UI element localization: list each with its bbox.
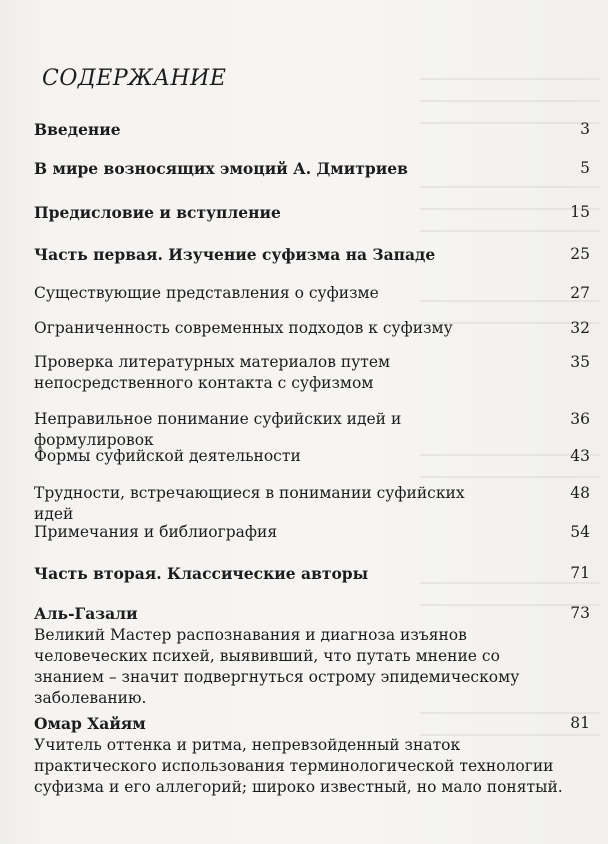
- show-through-line: [420, 186, 600, 188]
- toc-entry-page: 35: [570, 353, 590, 371]
- toc-entry-page: 48: [570, 484, 590, 502]
- toc-entry-existing-ideas: [34, 283, 590, 304]
- toc-entry-label: Проверка литературных материалов путем непосредственного контакта с суфизмом: [34, 353, 391, 392]
- show-through-line: [420, 78, 600, 80]
- show-through-line: [420, 230, 600, 232]
- toc-entry-part-two: [34, 563, 590, 584]
- toc-entry-label: Неправильное понимание суфийских идей и формулировок: [34, 410, 402, 449]
- toc-entry-part-one: [34, 244, 590, 265]
- toc-entry-label: Введение: [34, 120, 121, 139]
- toc-entry-limitations: [34, 318, 590, 339]
- toc-entry-page: 3: [580, 120, 590, 138]
- toc-entry-label: Трудности, встречающиеся в понимании суфийских идей: [34, 484, 465, 523]
- toc-entry-forms: [34, 446, 590, 467]
- toc-entry-page: 36: [570, 410, 590, 428]
- toc-entry-page: 43: [570, 447, 590, 465]
- toc-entry-notes: [34, 522, 590, 543]
- show-through-line: [420, 100, 600, 102]
- toc-entry-page: 27: [570, 284, 590, 302]
- toc-entry-page: 73: [570, 604, 590, 622]
- toc-entry-label: Формы суфийской деятельности: [34, 447, 301, 465]
- toc-entry-dmitriev: [34, 158, 590, 179]
- toc-entry-label: В мире возносящих эмоций А. Дмитриев: [34, 159, 408, 178]
- toc-entry-label: Омар Хайям: [34, 714, 146, 733]
- toc-title: СОДЕРЖАНИЕ: [42, 66, 227, 91]
- toc-entry-page: 5: [580, 159, 590, 177]
- toc-entry-label: Часть вторая. Классические авторы: [34, 564, 369, 583]
- toc-entry-label: Часть первая. Изучение суфизма на Западе: [34, 245, 436, 264]
- toc-entry-label: Ограниченность современных подходов к суфизму: [34, 319, 453, 337]
- toc-entry-page: 25: [570, 245, 590, 263]
- toc-entry-omar-khayyam: [34, 713, 590, 734]
- toc-entry-difficulties: [34, 483, 590, 525]
- toc-entry-label: Существующие представления о суфизме: [34, 284, 379, 302]
- toc-entry-description: Великий Мастер распознавания и диагноза изъянов человеческих психей, выявивший, что путать мнение со знанием – значит подвергнуться острому эпидемическому заболеванию.: [34, 626, 520, 707]
- toc-entry-misunderstanding: [34, 409, 590, 451]
- toc-entry-checking-materials: [34, 352, 590, 394]
- toc-entry-page: 81: [570, 714, 590, 732]
- toc-entry-introduction: [34, 119, 590, 140]
- toc-entry-description: Учитель оттенка и ритма, непревзойденный знаток практического использования терминологической технологии суфизма и его аллегорий; широко известный, но мало понятый.: [34, 736, 563, 796]
- toc-entry-page: 15: [570, 203, 590, 221]
- toc-entry-label: Примечания и библиография: [34, 523, 278, 541]
- toc-entry-page: 32: [570, 319, 590, 337]
- toc-entry-page: 71: [570, 564, 590, 582]
- toc-entry-label: Предисловие и вступление: [34, 203, 281, 222]
- toc-entry-page: 54: [570, 523, 590, 541]
- toc-entry-al-ghazali: [34, 603, 590, 624]
- toc-entry-preface: [34, 202, 590, 223]
- show-through-line: [420, 476, 600, 478]
- toc-entry-label: Аль-Газали: [34, 604, 138, 623]
